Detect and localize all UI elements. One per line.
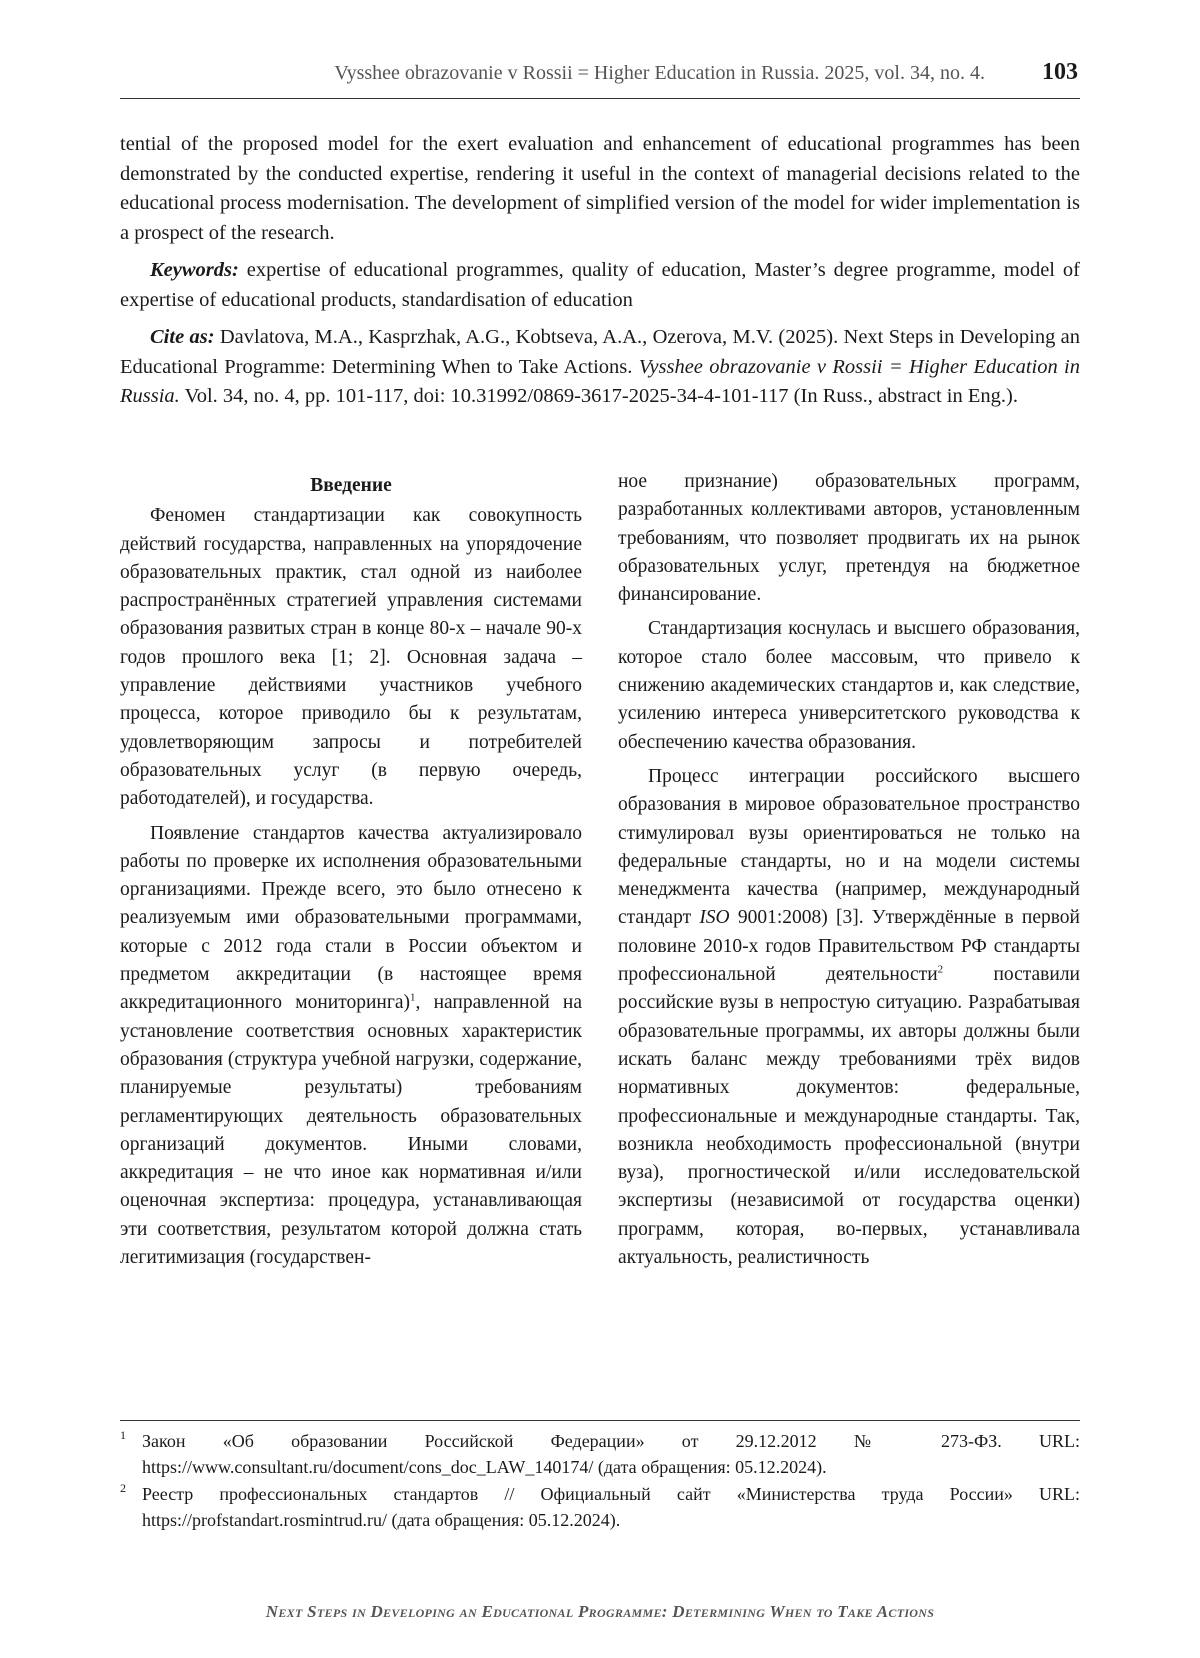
running-header <box>120 59 1080 99</box>
body-text: 9001:2008) [3]. Утверждённые в первой половине 2010-х годов Правительством РФ стандарты профессиональной деятельности <box>618 907 1080 986</box>
footnote-ref[interactable]: 1 <box>410 991 416 1004</box>
footnote-text: Реестр профессиональных стандартов // Официальный сайт «Министерства труда России» URL: https://profstandart.rosmintrud.ru/ (дата обращения: 05.12.2024). <box>142 1484 1080 1530</box>
page-number: 103 <box>1042 59 1078 85</box>
body-columns <box>120 472 1080 1402</box>
abstract-block <box>120 130 1080 420</box>
footnote <box>120 1429 1080 1480</box>
keywords-label: Keywords: <box>150 259 239 281</box>
iso-text: ISO <box>699 907 730 929</box>
body-paragraph: Феномен стандартизации как совокупность действий государства, направленных на упорядочение образовательных практик, стал одной из наиболее распространённых стратегией управления системами образования развитых стран в конце 80-х – начале 90-х годов прошлого века [1; 2]. Основная задача – управление действиями участников учебного процесса, которое приводило бы к результатам, удовлетворяющим запросы и потребителей образовательных услуг (в первую очередь, работодателей), и государства. <box>120 505 582 810</box>
body-paragraph <box>120 820 582 1273</box>
body-text: Появление стандартов качества актуализировало работы по проверке их исполнения образовательными организациями. Прежде всего, это было отнесено к реализуемым ими образовательными программами, которые с 2012 года стали в России объектом и предметом аккредитации (в настоящее время аккредитационного мониторинга) <box>120 822 582 1014</box>
cite-label: Cite as: <box>150 326 215 348</box>
keywords <box>120 256 1080 315</box>
cite-tail: Vol. 34, no. 4, pp. 101-117, doi: 10.31992/0869-3617-2025-34-4-101-117 (In Russ., abstract in Eng.). <box>184 385 1018 407</box>
footnote-text: Закон «Об образовании Российской Федерации» от 29.12.2012 № 273-ФЗ. URL: https://www.consultant.ru/document/cons_doc_LAW_140174/ (дата обращения: 05.12.2024). <box>142 1431 1080 1477</box>
footnote-ref[interactable]: 2 <box>937 963 944 976</box>
section-title: Введение <box>310 475 392 496</box>
right-column <box>618 468 1080 1278</box>
cite-journal: Vysshee obrazovanie v Rossii = Higher Education in Russia. <box>120 355 1080 407</box>
cite-text: Davlatova, M.A., Kasprzhak, A.G., Kobtseva, A.A., Ozerova, M.V. (2025). Next Steps in Developing an Educational Programme: Determining When to Take Actions. <box>120 326 1081 378</box>
body-text: поставили российские вузы в непростую ситуацию. Разрабатывая образовательные программы, их авторы должны были искать баланс между требованиями трёх видов нормативных документов: федеральные, профессиональные и международные стандарты. Так, возникла необходимость профессиональной (внутри вуза), прогностической и/или исследовательской экспертизы (независимой от государства оценки) программ, которая, во-первых, устанавливала актуальность, реалистичность <box>618 964 1080 1269</box>
keywords-text: expertise of educational programmes, quality of education, Master’s degree programme, model of expertise of educational products, standardisation of education <box>120 259 1081 311</box>
left-column <box>120 472 582 1278</box>
body-paragraph: Стандартизация коснулась и высшего образования, которое стало более массовым, что привело к снижению академических стандартов и, как следствие, усилению интереса университетского руководства к обеспечению качества образования. <box>618 618 1080 753</box>
footnote <box>120 1482 1080 1533</box>
body-paragraph: ное признание) образовательных программ, разработанных коллективами авторов, установленным требованиям, что позволяет продвигать их на рынок образовательных услуг, претендуя на бюджетное финансирование. <box>618 471 1080 606</box>
footnotes <box>120 1420 1080 1535</box>
footnote-number: 2 <box>120 1481 126 1495</box>
page <box>120 0 1080 1658</box>
footnote-number: 1 <box>120 1428 126 1442</box>
running-footer: Next Steps in Developing an Educational Programme: Determining When to Take Actions <box>265 1602 935 1621</box>
body-text: , направленной на установление соответствия основных характеристик образования (структура учебной нагрузки, содержание, планируемые результаты) требованиям регламентирующих деятельность образовательных организаций документов. Иными словами, аккредитация – не что иное как нормативная и/или оценочная экспертиза: процедура, устанавливающая эти соответствия, результатом которой должна стать легитимизация (государствен- <box>120 992 582 1269</box>
body-paragraph <box>618 763 1080 1272</box>
citation <box>120 323 1080 412</box>
abstract-text: tential of the proposed model for the exert evaluation and enhancement of educational programmes has been demonstrated by the conducted expertise, rendering it useful in the context of managerial decisions related to the educational process modernisation. The development of simplified version of the model for wider implementation is a prospect of the research. <box>120 133 1080 244</box>
body-text: Процесс интеграции российского высшего образования в мировое образовательное пространство стимулировал вузы ориентироваться не только на федеральные стандарты, но и на модели системы менеджмента качества (например, международный стандарт <box>618 765 1080 929</box>
journal-title: Vysshee obrazovanie v Rossii = Higher Education in Russia. 2025, vol. 34, no. 4. <box>334 62 985 84</box>
